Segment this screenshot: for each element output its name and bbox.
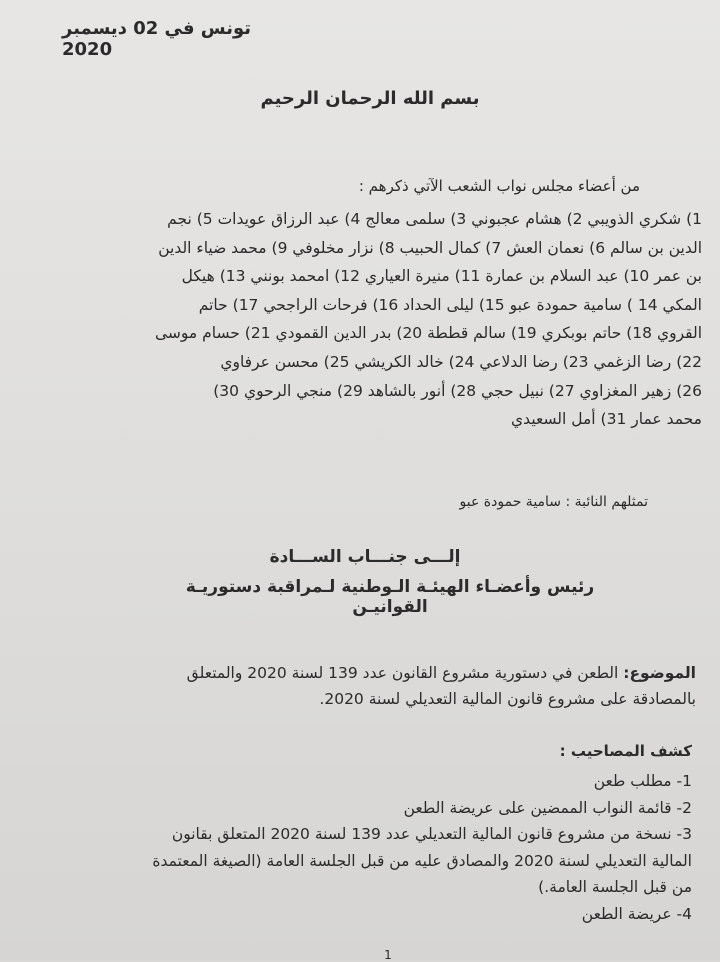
members-line: 26) زهير المغزاوي 27) نبيل حجي 28) أنور بالشاهد 29) منجي الرحوي 30)	[213, 381, 702, 400]
members-line: الدين بن سالم 6) نعمان العش 7) كمال الحبيب 8) نزار مخلوفي 9) محمد ضياء الدين	[158, 238, 702, 257]
members-line: بن عمر 10) عبد السلام بن عمارة 11) منيرة العياري 12) امحمد بونني 13) هيكل	[181, 267, 702, 286]
addressee-line-1: إلـــى جنـــاب الســـادة	[269, 547, 461, 567]
annex-title: كشف المصاحيب :	[559, 742, 692, 760]
representative-line: تمثلهم النائبة : سامية حمودة عبو	[459, 494, 648, 510]
annex-item: 1- مطلب طعن	[593, 772, 692, 790]
document-date: تونس في 02 ديسمبر 2020	[62, 18, 252, 60]
annex-list	[32, 768, 692, 927]
intro-line: من أعضاء مجلس نواب الشعب الآتي ذكرهم :	[358, 177, 640, 195]
members-list	[2, 205, 702, 434]
annex-item: المالية التعديلي لسنة 2020 والمصادق عليه من قبل الجلسة العامة (الصيغة المعتمدة	[152, 851, 692, 870]
annex-item: من قبل الجلسة العامة.)	[538, 878, 692, 896]
annex-item: 2- قائمة النواب الممضين على عريضة الطعن	[403, 798, 692, 817]
members-line: 22) رضا الزغمي 23) رضا الدلاعي 24) خالد الكريشي 25) محسن عرفاوي	[220, 352, 702, 371]
annex-item: 4- عريضة الطعن	[581, 904, 692, 923]
members-line: محمد عمار 31) أمل السعيدي	[511, 410, 702, 429]
members-line: المكي 14 ) سامية حمودة عبو 15) ليلى الحداد 16) فرحات الراجحي 17) حاتم	[198, 295, 702, 314]
subject-block	[6, 660, 696, 712]
annex-item: 3- نسخة من مشروع قانون المالية التعديلي عدد 139 لسنة 2020 المتعلق بقانون	[171, 825, 692, 843]
members-line: 1) شكري الذويبي 2) هشام عجبوني 3) سلمى معالج 4) عبد الرزاق عويدات 5) نجم	[167, 210, 702, 228]
subject-line-2: بالمصادقة على مشروع قانون المالية التعديلي لسنة 2020.	[319, 690, 696, 708]
subject-text-1: الطعن في دستورية مشروع القانون عدد 139 لسنة 2020 والمتعلق	[186, 664, 619, 682]
subject-label: الموضوع:	[623, 664, 696, 682]
subject-line-1	[6, 660, 696, 686]
members-line: القروي 18) حاتم بوبكري 19) سالم قططة 20) بدر الدين القمودي 21) حسام موسى	[155, 324, 702, 343]
page-number: 1	[384, 948, 392, 962]
basmala-heading: بسم الله الرحمان الرحيم	[260, 88, 480, 109]
addressee-line-2: رئيس وأعضـاء الهيئـة الـوطنية لـمراقبة دستوريـة القوانيـن	[185, 577, 595, 617]
